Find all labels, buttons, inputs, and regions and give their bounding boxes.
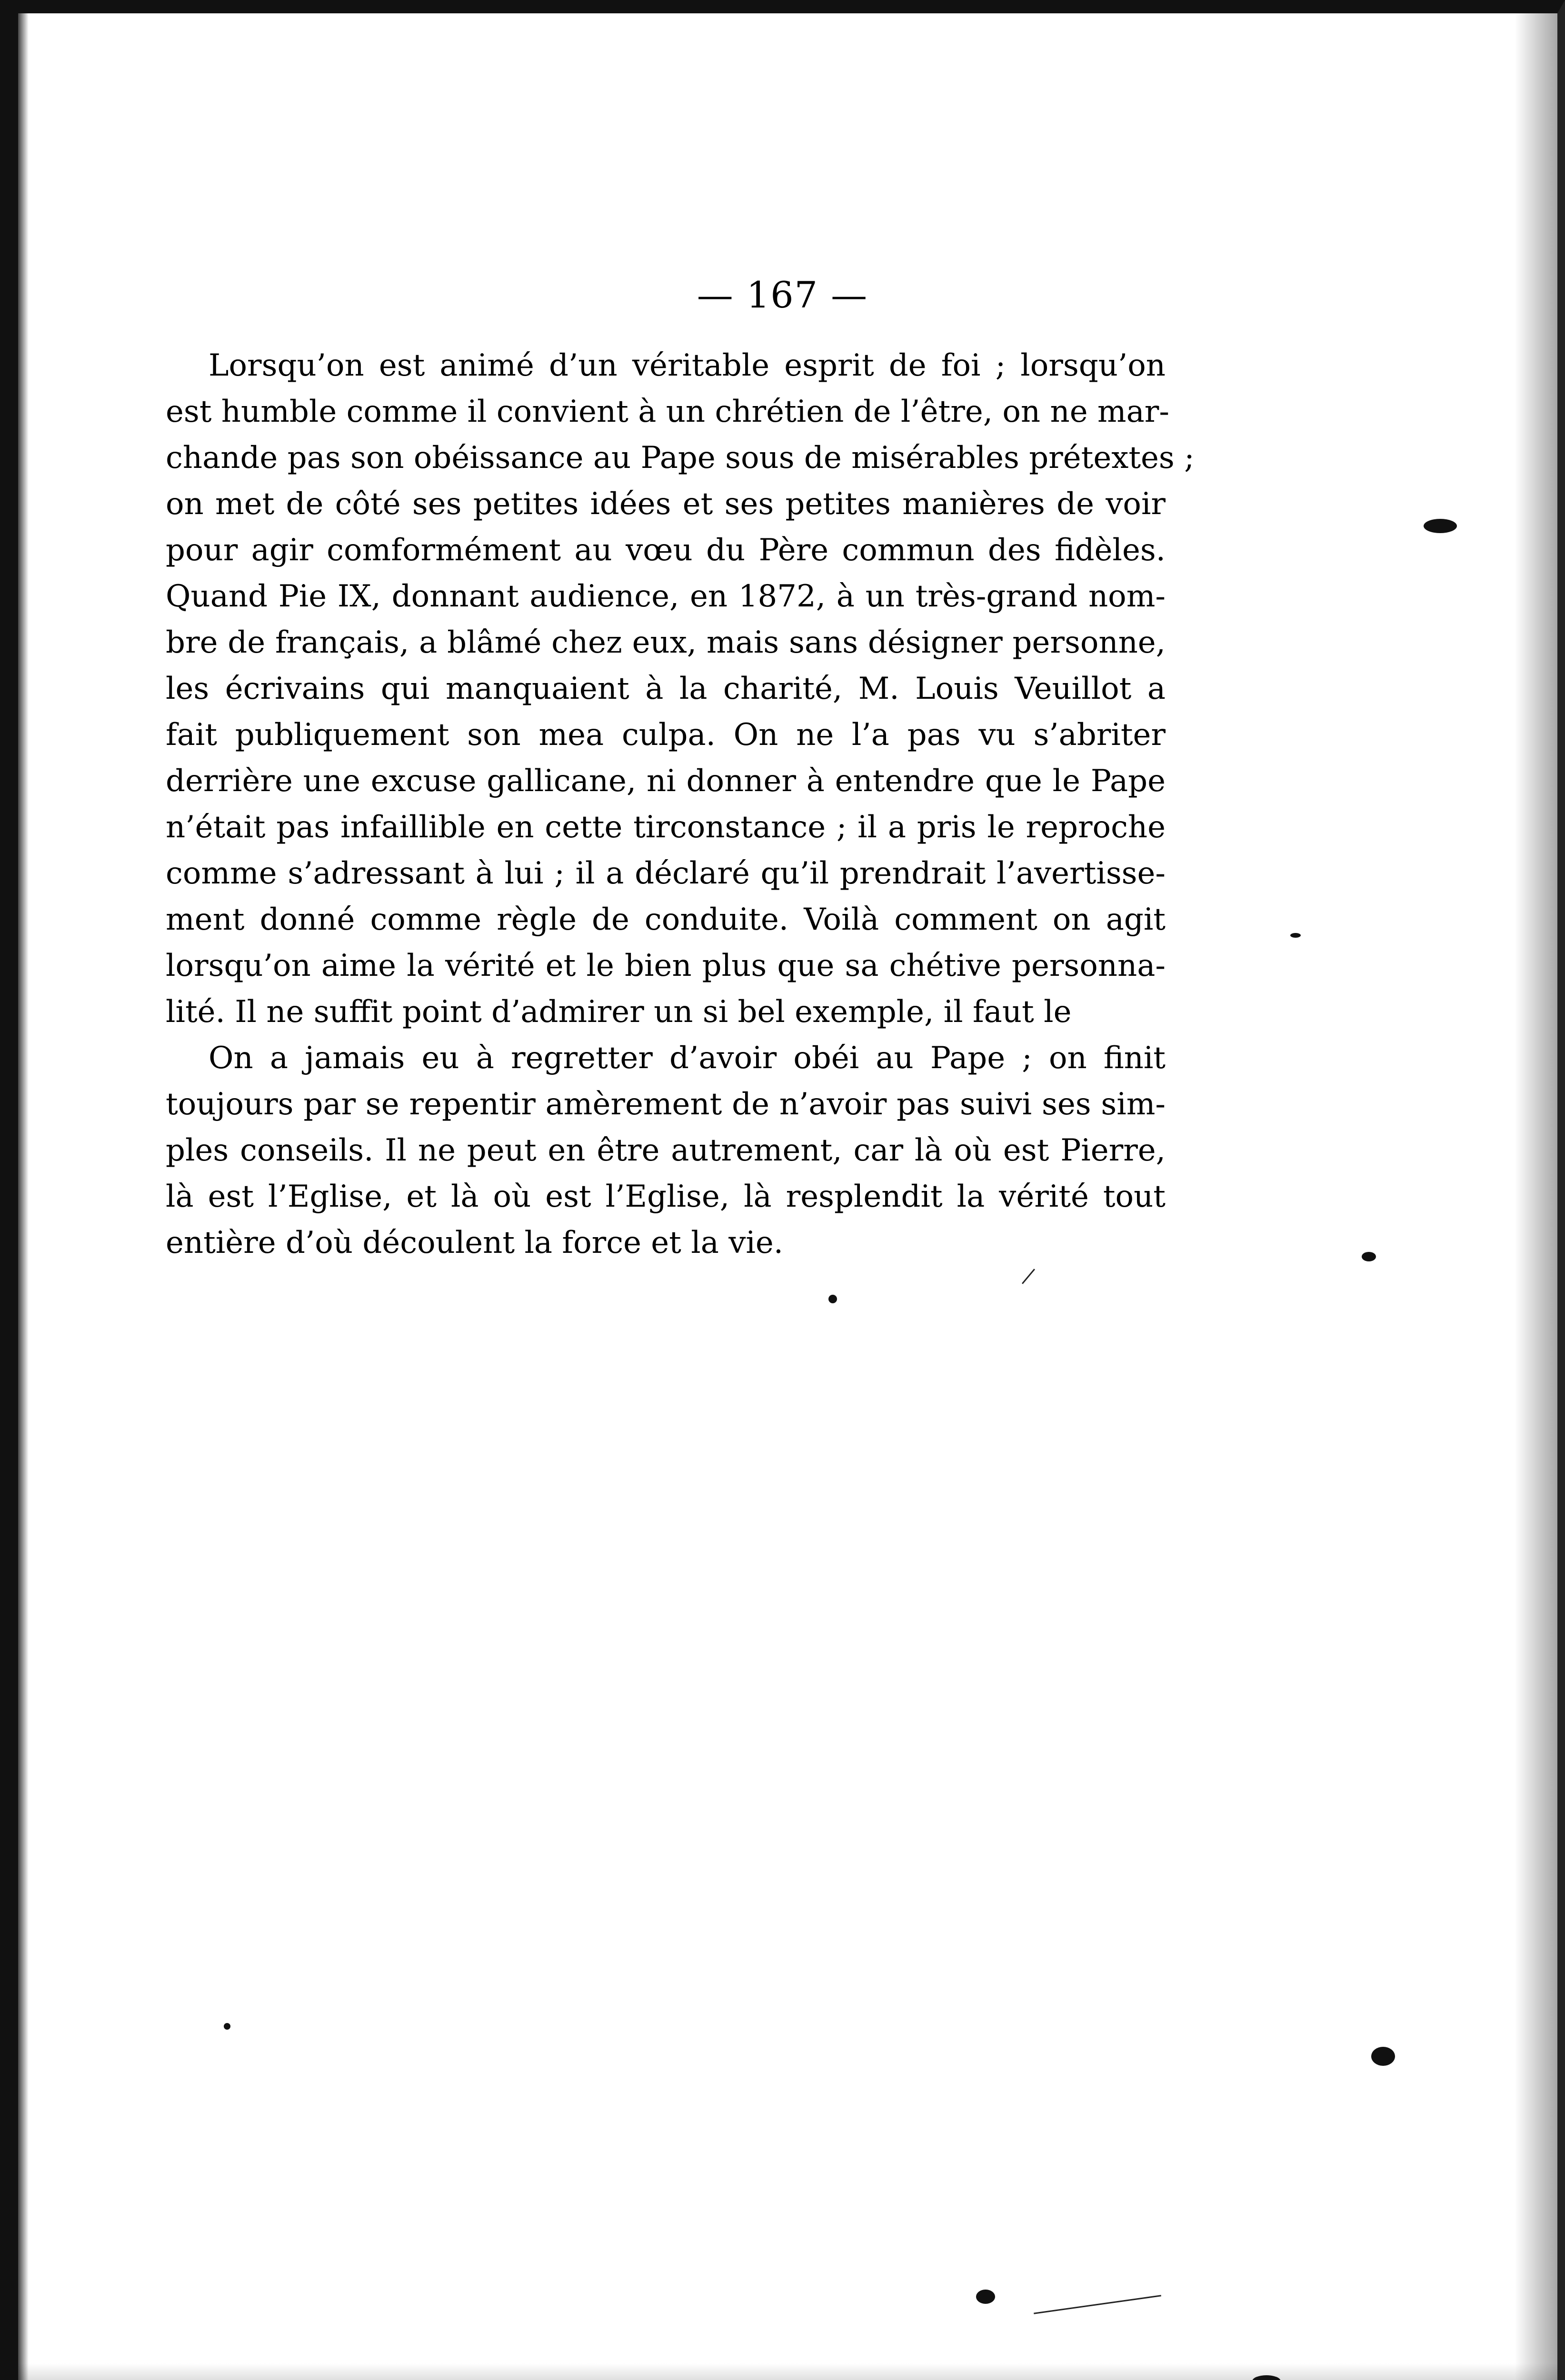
scan-speck: [828, 1295, 837, 1303]
text-line: on met de côté ses petites idées et ses petites manières de voir: [166, 486, 1166, 522]
body-text: [166, 343, 1195, 1266]
text-line: Quand Pie IX, donnant audience, en 1872, à un très-grand nom-: [166, 579, 1166, 614]
scan-speck: [224, 2023, 230, 2030]
text-line: comme s’adressant à lui ; il a déclaré qu’il prendrait l’avertisse-: [166, 856, 1166, 891]
scan-speck: [1290, 933, 1301, 938]
text-line: Lorsqu’on est animé d’un véritable esprit de foi ; lorsqu’on: [209, 348, 1166, 383]
page-binding-shadow: [18, 13, 29, 2380]
page-number: — 167 —: [697, 274, 868, 316]
text-line: lorsqu’on aime la vérité et le bien plus que sa chétive personna-: [166, 948, 1166, 983]
text-line: là est l’Eglise, et là où est l’Eglise, là resplendit la vérité tout: [166, 1179, 1166, 1214]
text-line: n’était pas infaillible en cette tirconstance ; il a pris le reproche: [166, 810, 1166, 845]
text-line: derrière une excuse gallicane, ni donner à entendre que le Pape: [166, 764, 1166, 799]
scan-speck: [1424, 519, 1457, 533]
scan-speck: [1362, 1252, 1376, 1261]
text-line: toujours par se repentir amèrement de n’avoir pas suivi ses sim-: [166, 1087, 1166, 1122]
text-line: ment donné comme règle de conduite. Voilà comment on agit: [166, 902, 1166, 937]
text-line: pour agir comformément au vœu du Père commun des fidèles.: [166, 533, 1166, 568]
page-edge-shadow: [1515, 13, 1557, 2380]
page-bottom-shadow: [18, 2363, 1557, 2380]
text-line: On a jamais eu à regretter d’avoir obéi au Pape ; on finit: [209, 1041, 1166, 1076]
text-line: ples conseils. Il ne peut en être autrement, car là où est Pierre,: [166, 1133, 1166, 1168]
text-line: les écrivains qui manquaient à la charité, M. Louis Veuillot a: [166, 671, 1166, 706]
text-line: chande pas son obéissance au Pape sous de misérables prétextes ;: [166, 440, 1195, 476]
text-line: entière d’où découlent la force et la vie.: [166, 1225, 784, 1260]
text-line: est humble comme il convient à un chrétien de l’être, on ne mar-: [166, 394, 1169, 429]
text-line: fait publiquement son mea culpa. On ne l’a pas vu s’abriter: [166, 717, 1166, 753]
text-line: lité. Il ne suffit point d’admirer un si bel exemple, il faut le: [166, 994, 1072, 1030]
scan-speck: [976, 2290, 995, 2304]
text-line: bre de français, a blâmé chez eux, mais sans désigner personne,: [166, 625, 1166, 660]
scan-speck: [1371, 2047, 1395, 2066]
